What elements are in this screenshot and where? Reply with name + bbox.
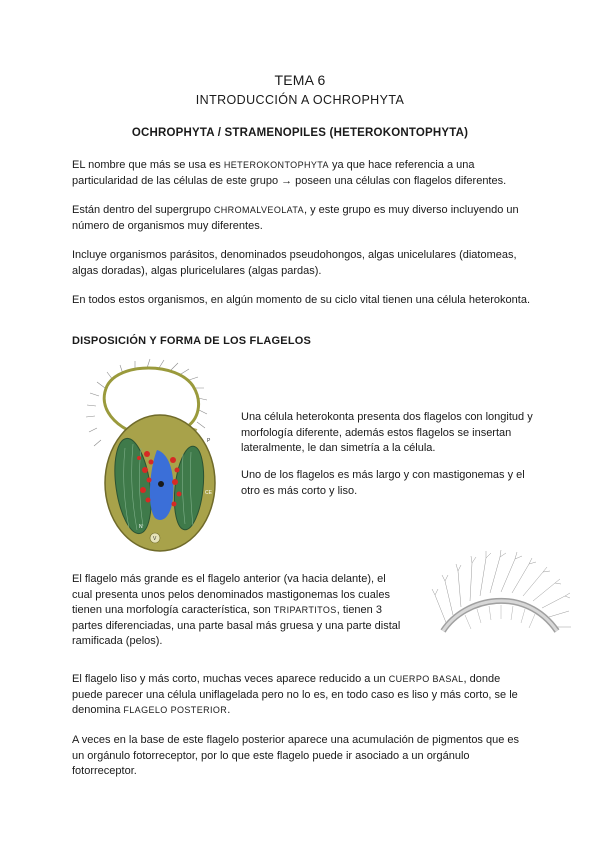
- paragraph-posterior-text-c: .: [227, 704, 231, 716]
- paragraph-supergroup-text-b: , y este grupo es muy diverso incluyendo un número de organismos muy diferentes.: [72, 204, 519, 232]
- paragraph-name-text-b: ya que hace referencia a una particularidad de las células de este grupo → poseen una células con flagelos diferentes.: [72, 159, 507, 187]
- term-heterokontophyta: HETEROKONTOPHYTA: [223, 160, 329, 170]
- paragraph-heterokont-description: Una célula heterokonta presenta dos flagelos con longitud y morfología diferente, además estos flagelos se insertan lateralmente, le dan simetría a la célula.: [241, 411, 533, 454]
- paragraph-anterior-text-b: , tienen 3 partes diferenciadas, una parte basal más gruesa y una parte distal ramificada (pelos).: [72, 604, 401, 647]
- cell-label-n: N: [139, 524, 143, 530]
- paragraph-flagella-types: Uno de los flagelos es más largo y con mastigonemas y el otro es más corto y liso.: [241, 469, 525, 497]
- cell-label-p: P: [207, 438, 211, 444]
- mastigonema-flagellum-figure: [425, 535, 573, 660]
- paragraph-anterior-flagellum: [72, 572, 402, 650]
- paragraph-photoreceptor: A veces en la base de este flagelo posterior aparece una acumulación de pigmentos que es un orgánulo fotorreceptor, por lo que este flagelo puede ir asociado a un orgánulo fotorreceptor.: [72, 734, 520, 777]
- term-tripartitos: TRIPARTITOS: [273, 605, 337, 615]
- paragraph-posterior-text-a: El flagelo liso y más corto, muchas veces aparece reducido a un: [72, 673, 389, 685]
- paragraph-organisms: Incluye organismos parásitos, denominados pseudohongos, algas unicelulares (diatomeas, algas doradas), algas pluricelulares (algas pardas).: [72, 249, 517, 277]
- cell-label-ce: CE: [205, 490, 212, 496]
- paragraph-posterior-text-b: , donde puede parecer una célula uniflagelada pero no lo es, en todo caso es liso y más corto, se le denomina: [72, 673, 518, 716]
- section-heading-flagella: DISPOSICIÓN Y FORMA DE LOS FLAGELOS: [72, 335, 312, 347]
- paragraph-posterior-flagellum: [72, 672, 532, 719]
- term-flagelo-posterior: FLAGELO POSTERIOR: [123, 705, 228, 715]
- cell-label-v: V: [153, 536, 157, 542]
- page-subtitle: INTRODUCCIÓN A OCHROPHYTA: [195, 93, 405, 107]
- paragraph-heterokont-cell: En todos estos organismos, en algún momento de su ciclo vital tienen una célula heterokonta.: [72, 294, 530, 306]
- page-title: TEMA 6: [274, 72, 326, 88]
- paragraph-anterior-text-a: El flagelo más grande es el flagelo anterior (va hacia delante), el cual presenta unos pelos denominados mastigonemas los cuales tienen una morfología característica, son: [72, 573, 390, 616]
- paragraph-supergroup: [72, 203, 532, 234]
- term-cuerpo-basal: CUERPO BASAL: [388, 674, 464, 684]
- paragraph-name: [72, 158, 532, 189]
- nucleolus: [158, 481, 164, 487]
- term-chromalveolata: CHROMALVEOLATA: [213, 205, 304, 215]
- section-heading-ochrophyta: OCHROPHYTA / STRAMENOPILES (HETEROKONTOPHYTA): [131, 127, 469, 139]
- paragraph-supergroup-text-a: Están dentro del supergrupo: [72, 204, 214, 216]
- heterokont-cell-figure: [85, 358, 235, 558]
- paragraph-name-text-a: EL nombre que más se usa es: [72, 159, 224, 171]
- flagellum-axoneme: [443, 601, 557, 631]
